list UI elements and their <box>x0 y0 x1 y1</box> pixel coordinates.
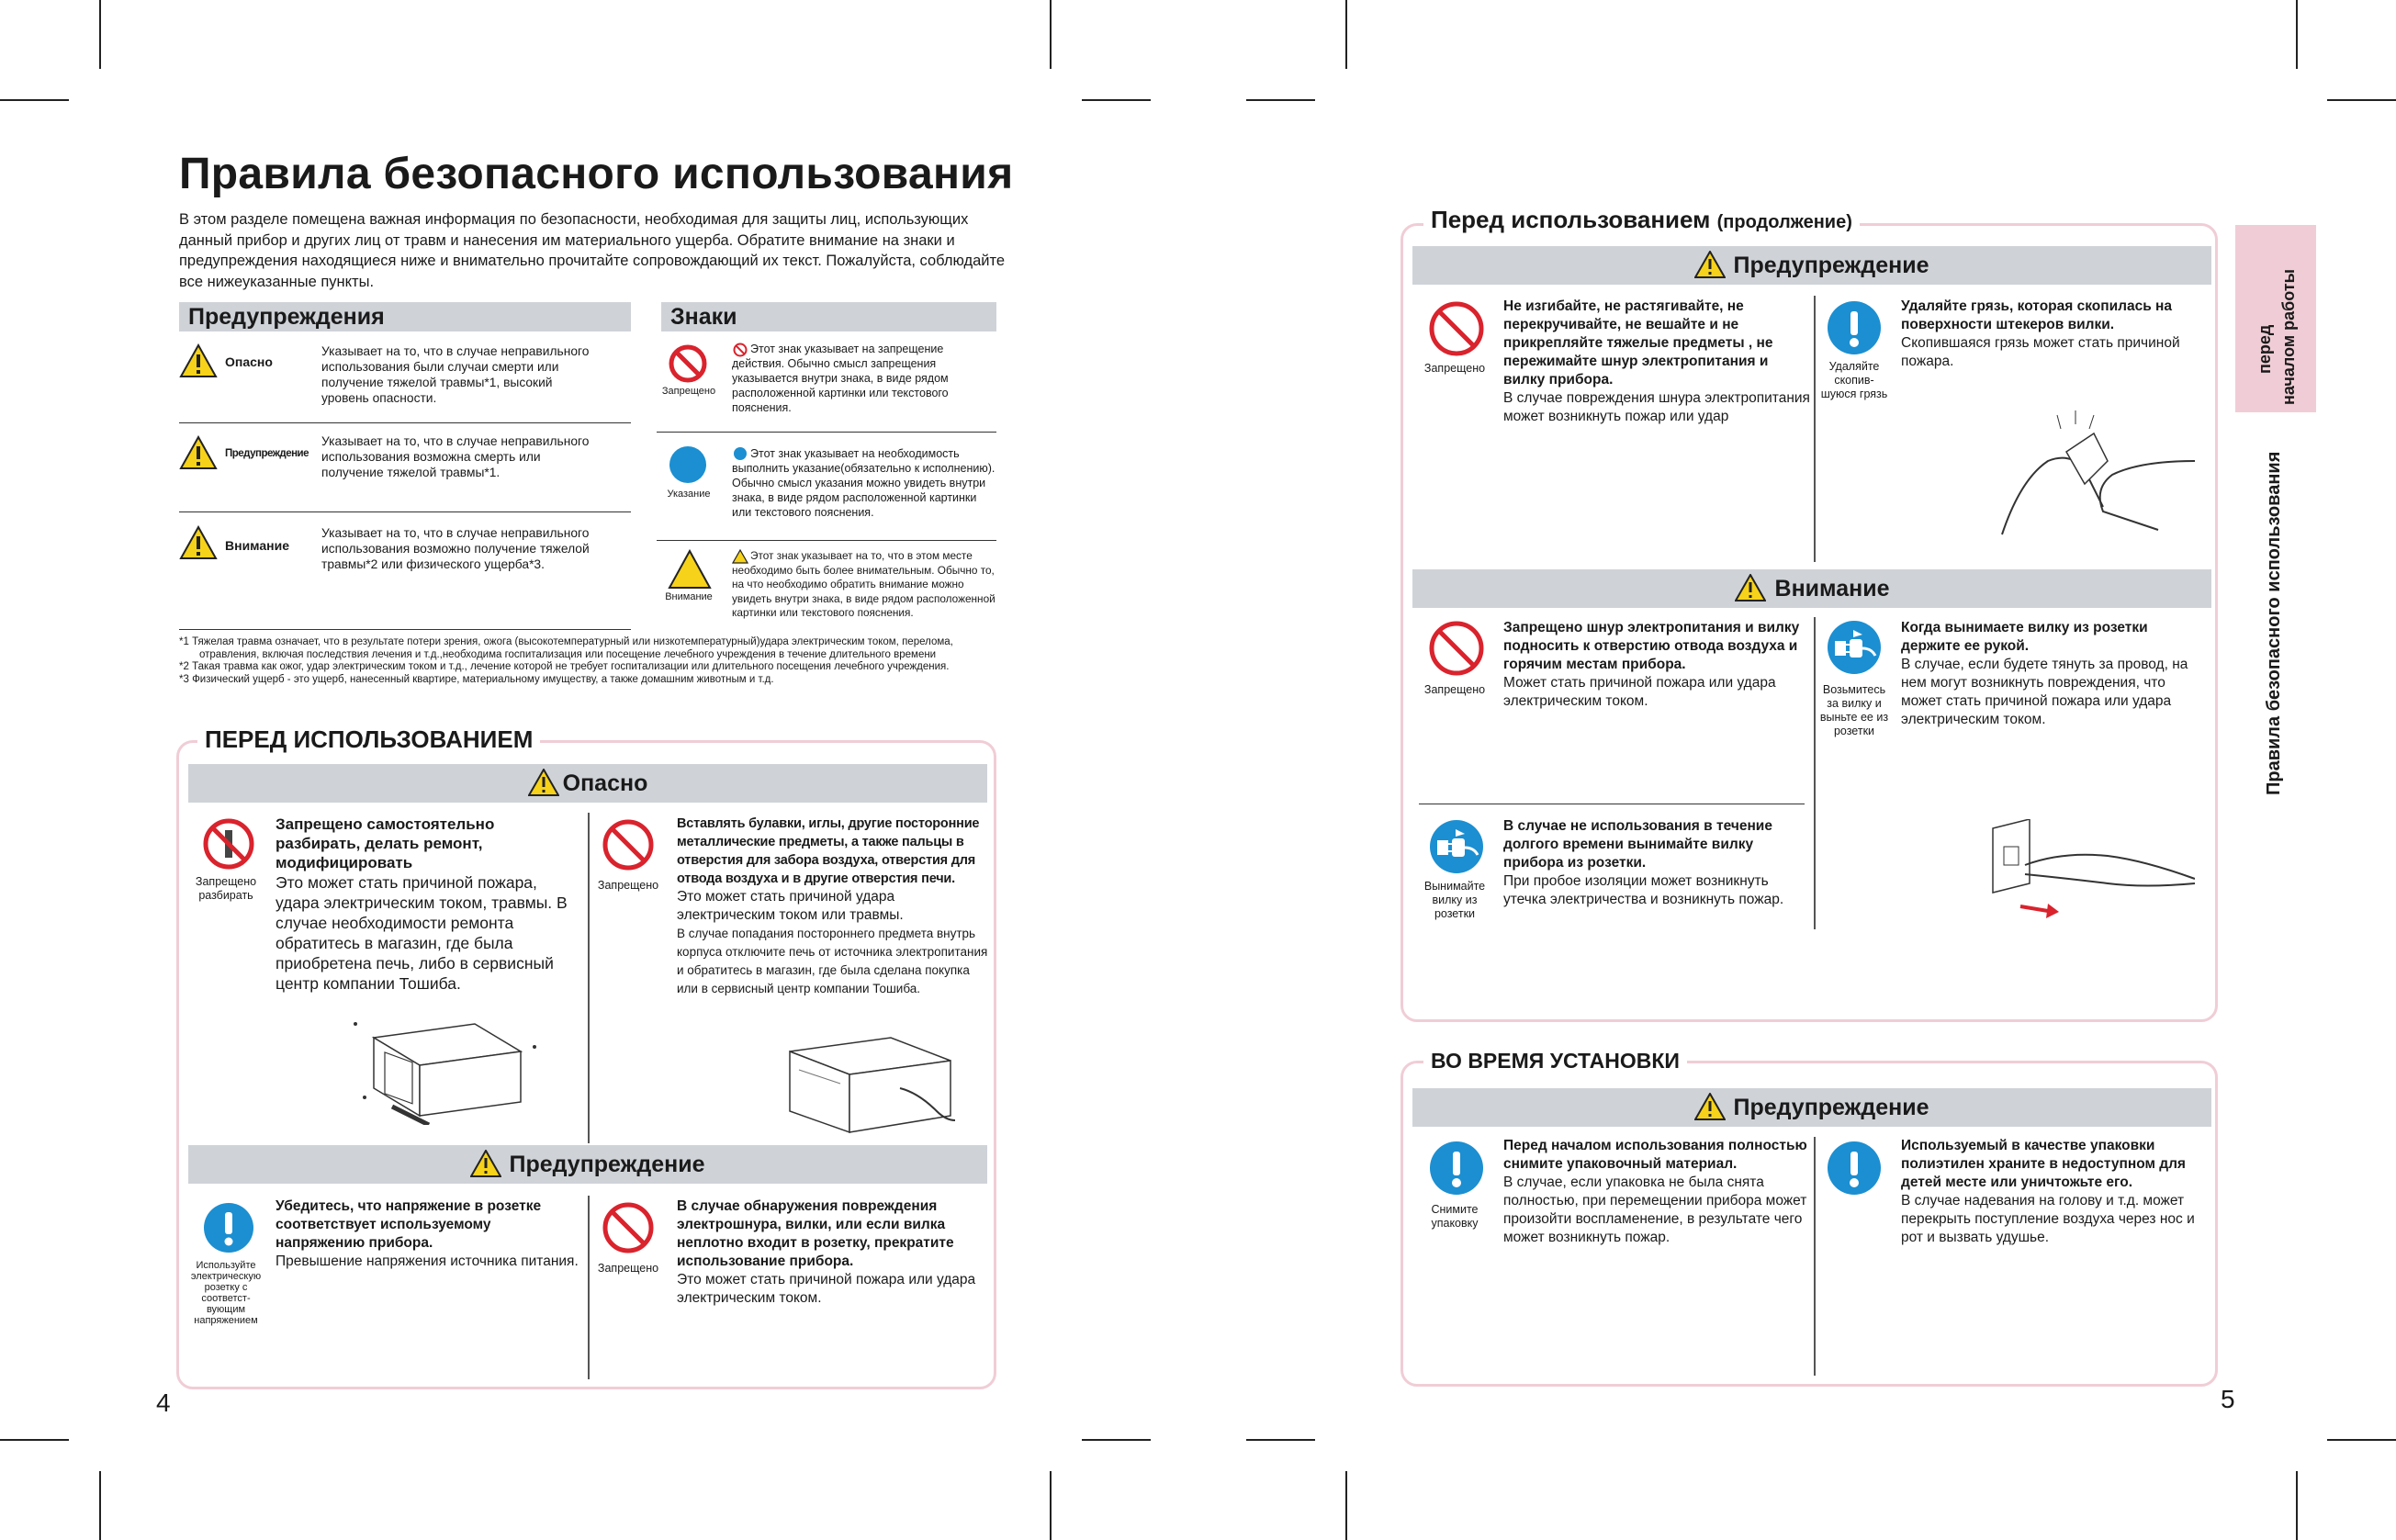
warning-triangle-icon <box>1735 574 1766 601</box>
crop-mark <box>1050 0 1052 69</box>
warning-triangle-icon <box>1694 251 1726 278</box>
item-caption: Запрещено разбирать <box>195 875 257 902</box>
item-heading: Убедитесь, что напряжение в розетке соответствует используемому напряжению прибора. <box>276 1198 542 1251</box>
item-heading: Запрещено шнур электропитания и вилку подносить к отверстию отвода воздуха и горячим местам прибора. <box>1503 620 1800 672</box>
prohibited-icon <box>668 343 708 384</box>
sign-row-mandatory <box>657 441 996 537</box>
item-heading: Перед началом использования полностью снимите упаковочный материал. <box>1503 1138 1807 1172</box>
warning-bar <box>1412 1088 2211 1127</box>
column-divider <box>1814 296 1816 562</box>
mandatory-exclamation-icon <box>1826 299 1883 356</box>
install-item-plastic-bag <box>1818 1137 2213 1380</box>
warning-item-damaged-cord <box>592 1196 987 1379</box>
warning-triangle-icon <box>179 343 218 378</box>
unplug-icon <box>1826 619 1883 676</box>
item-body: В случае, если упаковка не была снята полностью, при перемещении прибора может произойти воспламенение, в результате чего может возникнуть пожар. <box>1503 1175 1807 1245</box>
item-caption: Запрещено <box>1423 362 1486 375</box>
before-use-title: ПЕРЕД ИСПОЛЬЗОВАНИЕМ <box>197 725 540 754</box>
mandatory-circle-icon <box>668 444 708 485</box>
legend-label: Предупреждение <box>225 448 309 459</box>
continued-title <box>1423 206 1860 234</box>
warning-triangle-icon <box>1694 1093 1726 1120</box>
item-body: Может стать причиной пожара или удара электрическим током. <box>1503 675 1776 709</box>
unplugging-illustration <box>1984 819 2195 929</box>
item-body: Это может стать причиной удара электрическим током или травмы. <box>677 889 904 923</box>
warning-item-voltage <box>190 1196 585 1379</box>
warning-bar-label: Предупреждение <box>1733 253 1929 278</box>
legend-text: Указывает на то, что в случае неправильного использования возможна смерть или получение тяжелой травмы*1. <box>321 434 590 479</box>
item-heading: Запрещено самостоятельно разбирать, делать ремонт, модифицировать <box>276 815 495 871</box>
item-body: В случае, если будете тянуть за провод, на нем могут возникнуть повреждения, что может стать причиной пожара или удара электрическим током. <box>1901 657 2188 727</box>
prohibited-icon <box>1428 300 1485 357</box>
crop-mark <box>2296 1471 2298 1540</box>
side-section-label: Правила безопасного использования <box>2264 451 2284 795</box>
side-tab-line1: перед <box>2255 324 2274 374</box>
sign-row-prohibited <box>657 340 996 432</box>
caution-triangle-icon <box>732 549 748 564</box>
crop-mark <box>1345 0 1347 69</box>
footnote: *3 Физический ущерб - это ущерб, нанесенный квартире, материальному имуществу, а также домашним животным и т.д. <box>179 673 774 685</box>
divider <box>179 629 631 630</box>
legend-row-caution <box>179 523 629 597</box>
caution-triangle-icon <box>668 549 712 590</box>
legend-row-danger <box>179 342 629 424</box>
warnings-heading: Предупреждения <box>179 302 631 332</box>
warning-bar <box>188 1145 987 1184</box>
mandatory-exclamation-icon <box>1826 1140 1883 1197</box>
caution-bar-label: Внимание <box>1774 576 1890 601</box>
item-text <box>276 815 583 994</box>
item-caption: Запрещено <box>1423 683 1486 696</box>
warning-bar-label: Предупреждение <box>1733 1095 1929 1120</box>
page-number: 4 <box>156 1388 171 1417</box>
warning-triangle-icon <box>179 435 218 470</box>
warning-triangle-icon <box>528 769 559 796</box>
item-body: Превышение напряжения источника питания. <box>276 1253 579 1269</box>
microwave-finger-illustration <box>781 1024 964 1139</box>
crop-mark <box>99 1471 101 1540</box>
legend-label: Внимание <box>225 538 289 553</box>
legend-row-warning <box>179 433 629 507</box>
crop-mark <box>1345 1471 1347 1540</box>
continued-title-main: Перед использованием <box>1431 206 1711 233</box>
item-body-detail: В случае попадания постороннего предмета внутрь корпуса отключите печь от источника электропитания и обратитесь в магазин, где была сделана покупка или в сервисный центр компании Тошиба. <box>677 927 988 995</box>
sign-text: Этот знак указывает на необходимость выполнить указание(обязательно к исполнению). Обычно смысл указания можно увидеть внутри знака, в виде рядом расположенной картинки или текстового пояснения. <box>732 447 996 519</box>
legend-label: Опасно <box>225 354 273 369</box>
item-caption: Используйте электрическую розетку с соответст-вующим напряжением <box>190 1260 262 1326</box>
sign-text: Этот знак указывает на то, что в этом месте необходимо быть более внимательным. Обычно то, на что необходимо обратить внимание можно увидеть внутри знака, в виде рядом расположенной картинки или текстового пояснения. <box>732 549 996 619</box>
item-caption: Запрещено <box>597 879 659 892</box>
caution-bar <box>1412 569 2211 608</box>
divider <box>657 432 996 433</box>
crop-mark <box>1246 1439 1315 1441</box>
crop-mark <box>2327 99 2396 101</box>
item-text <box>1901 298 2209 371</box>
side-tab-line2: началом работы <box>2279 268 2298 405</box>
warning-item-cord-handling <box>1419 296 1814 562</box>
footnotes <box>179 636 1006 686</box>
warning-triangle-icon <box>470 1150 501 1177</box>
footnote: *1 Тяжелая травма означает, что в результате потери зрения, ожога (высокотемпературный или низкотемпературный)удара электрическим током, перелома, отравления, включая последствия лечения и т.д.,необходима госпитализация или посещение лечебного учреждения в течение длительного времени <box>179 636 953 660</box>
item-text <box>677 815 989 998</box>
item-body: Скопившаяся грязь может стать причиной пожара. <box>1901 335 2180 369</box>
danger-item-foreign-objects <box>592 813 987 1143</box>
item-text <box>276 1197 583 1271</box>
item-caption: Снимите упаковку <box>1431 1203 1479 1230</box>
warning-bar <box>1412 246 2211 285</box>
sign-caption: Запрещено <box>661 386 716 397</box>
column-divider <box>1814 1137 1816 1376</box>
item-text <box>1901 619 2209 729</box>
item-body: В случае повреждения шнура электропитания может возникнуть пожар или удар <box>1503 390 1810 424</box>
side-tab[interactable] <box>2235 225 2316 412</box>
installation-title: ВО ВРЕМЯ УСТАНОВКИ <box>1423 1049 1687 1074</box>
danger-item-disassembly <box>190 813 585 1143</box>
warning-bar-label: Предупреждение <box>509 1152 705 1177</box>
prohibited-icon <box>602 1201 655 1254</box>
prohibited-icon <box>1428 620 1485 677</box>
continued-title-suffix: (продолжение) <box>1716 212 1852 232</box>
mandatory-exclamation-icon <box>1428 1140 1485 1197</box>
crop-mark <box>1246 99 1315 101</box>
sign-text: Этот знак указывает на запрещение действия. Обычно смысл запрещения указывается внутри знака, в виде рядом расположенной картинки или текстового пояснения. <box>732 343 949 414</box>
item-caption: Вынимайте вилку из розетки <box>1423 880 1486 920</box>
item-heading: Когда вынимаете вилку из розетки держите ее рукой. <box>1901 620 2148 654</box>
item-body: Это может стать причиной пожара, удара электрическим током, травмы. В случае необходимости ремонта обратитесь в магазин, где была приобретена печь, либо в сервисный центр компании Тошиба. <box>276 873 568 993</box>
item-caption: Удаляйте скопив-шуюся грязь <box>1820 360 1888 400</box>
divider <box>179 511 631 512</box>
column-divider <box>588 1196 590 1379</box>
sign-row-caution <box>657 547 996 630</box>
warning-triangle-icon <box>179 525 218 560</box>
microwave-disassembly-illustration <box>337 996 548 1125</box>
crop-mark <box>1082 1439 1151 1441</box>
caution-item-hot-places <box>1419 617 1814 801</box>
prohibited-icon <box>602 818 655 871</box>
warning-item-clean-plug <box>1818 296 2213 562</box>
sign-caption: Указание <box>667 489 711 500</box>
page-number: 5 <box>2221 1385 2235 1413</box>
item-text <box>1503 817 1811 909</box>
caution-item-long-unused <box>1419 815 1814 944</box>
sign-caption: Внимание <box>665 591 713 602</box>
item-text <box>1503 298 1811 426</box>
item-heading: Удаляйте грязь, которая скопилась на поверхности штекеров вилки. <box>1901 298 2173 332</box>
divider <box>657 540 996 541</box>
item-heading: Не изгибайте, не растягивайте, не перекручивайте, не вешайте и не прикрепляйте тяжелые предметы , не пережимайте шнур электропитания и вилку прибора. <box>1503 298 1773 388</box>
item-text <box>1503 1137 1811 1247</box>
column-divider <box>588 813 590 1143</box>
caution-item-hold-plug <box>1818 617 2213 929</box>
footnote: *2 Такая травма как ожог, удар электрическим током и т.д., лечение которой не требует госпитализации или длительного посещения лечебного учреждения. <box>179 661 950 672</box>
signs-heading: Знаки <box>661 302 996 332</box>
item-text <box>1503 619 1811 711</box>
unplug-icon <box>1428 818 1485 875</box>
divider <box>179 422 631 423</box>
mandatory-circle-icon <box>733 446 748 461</box>
mandatory-exclamation-icon <box>202 1201 255 1254</box>
item-caption: Запрещено <box>597 1262 659 1275</box>
no-disassembly-icon <box>202 817 255 871</box>
crop-mark <box>1082 99 1151 101</box>
danger-bar <box>188 764 987 803</box>
intro-text: В этом разделе помещена важная информация по безопасности, необходимая для защиты лиц, использующих данный прибор и других лиц от травм и нанесения им материального ущерба. Обратите внимание на знаки и предупреждения находящиеся ниже и внимательно прочитайте сопровождающий их текст. Пожалуйста, соблюдайте все нижеуказанные пункты. <box>179 211 1006 290</box>
crop-mark <box>2296 0 2298 69</box>
item-text <box>1901 1137 2209 1247</box>
install-item-remove-packaging <box>1419 1137 1814 1380</box>
crop-mark <box>99 0 101 69</box>
column-divider <box>1814 617 1816 929</box>
item-body: При пробое изоляции может возникнуть утечка электричества и возникнуть пожар. <box>1503 873 1784 907</box>
item-body: Это может стать причиной пожара или удара электрическим током. <box>677 1272 976 1306</box>
danger-bar-label: Опасно <box>562 770 648 796</box>
item-heading: Вставлять булавки, иглы, другие посторонние металлические предметы, а также пальцы в отверстия для забора воздуха, отверстия для отвода воздуха и в другие отверстия печи. <box>677 816 980 886</box>
item-body: В случае надевания на голову и т.д. может перекрыть поступление воздуха через нос и рот и вызвать удушье. <box>1901 1193 2195 1245</box>
item-heading: В случае обнаружения повреждения электрошнура, вилки, или если вилка неплотно входит в розетку, прекратите использование прибора. <box>677 1198 954 1269</box>
legend-text: Указывает на то, что в случае неправильного использования были случаи смерти или получение тяжелой травмы*1, высокий уровень опасности. <box>321 344 590 405</box>
prohibited-icon <box>733 343 748 357</box>
item-caption: Возьмитесь за вилку и выньте ее из розетки <box>1819 683 1889 737</box>
crop-mark <box>1050 1471 1052 1540</box>
page-title: Правила безопасного использования <box>179 150 1014 198</box>
crop-mark <box>0 1439 69 1441</box>
legend-text: Указывает на то, что в случае неправильного использования возможно получение тяжелой травмы*2 или физического ущерба*3. <box>321 526 590 571</box>
crop-mark <box>2327 1439 2396 1441</box>
item-heading: В случае не использования в течение долгого времени вынимайте вилку прибора из розетки. <box>1503 818 1772 871</box>
item-heading: Используемый в качестве упаковки полиэтилен храните в недоступном для детей месте или уничтожьте его. <box>1901 1138 2186 1190</box>
cleaning-plug-illustration <box>1984 406 2195 544</box>
item-text <box>677 1197 989 1308</box>
crop-mark <box>0 99 69 101</box>
